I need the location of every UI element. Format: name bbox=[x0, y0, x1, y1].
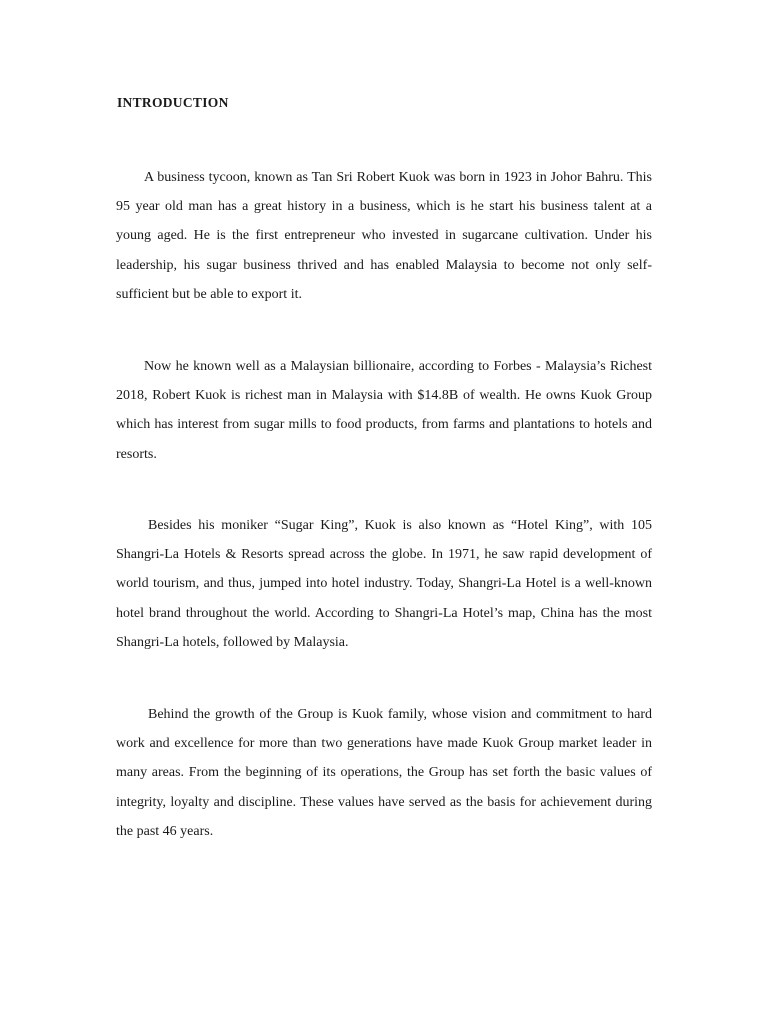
paragraph-billionaire: Now he known well as a Malaysian billionaire, according to Forbes - Malaysia’s Richest 2018, Robert Kuok is richest man in Malaysia with $14.8B of wealth. He owns Kuok Group which has interest from sugar mills to food products, from farms and plantations to hotels and resorts. bbox=[116, 359, 652, 462]
section-heading: INTRODUCTION bbox=[117, 95, 229, 110]
paragraph-hotel-king: Besides his moniker “Sugar King”, Kuok is also known as “Hotel King”, with 105 Shangri-La Hotels & Resorts spread across the globe. In 1971, he saw rapid development of world tourism, and thus, jumped into hotel industry. Today, Shangri-La Hotel is a well-known hotel brand throughout the world. According to Shangri-La Hotel’s map, China has the most Shangri-La hotels, followed by Malaysia. bbox=[116, 518, 652, 650]
paragraph-kuok-family: Behind the growth of the Group is Kuok family, whose vision and commitment to hard work and excellence for more than two generations have made Kuok Group market leader in many areas. From the beginning of its operations, the Group has set forth the basic values of integrity, loyalty and discipline. These values have served as the basis for achievement during the past 46 years. bbox=[116, 707, 652, 839]
paragraph-birth-and-sugar: A business tycoon, known as Tan Sri Robert Kuok was born in 1923 in Johor Bahru. This 95 year old man has a great history in a business, which is he start his business talent at a young aged. He is the first entrepreneur who invested in sugarcane cultivation. Under his leadership, his sugar business thrived and has enabled Malaysia to become not only self-sufficient but be able to export it. bbox=[116, 170, 652, 302]
